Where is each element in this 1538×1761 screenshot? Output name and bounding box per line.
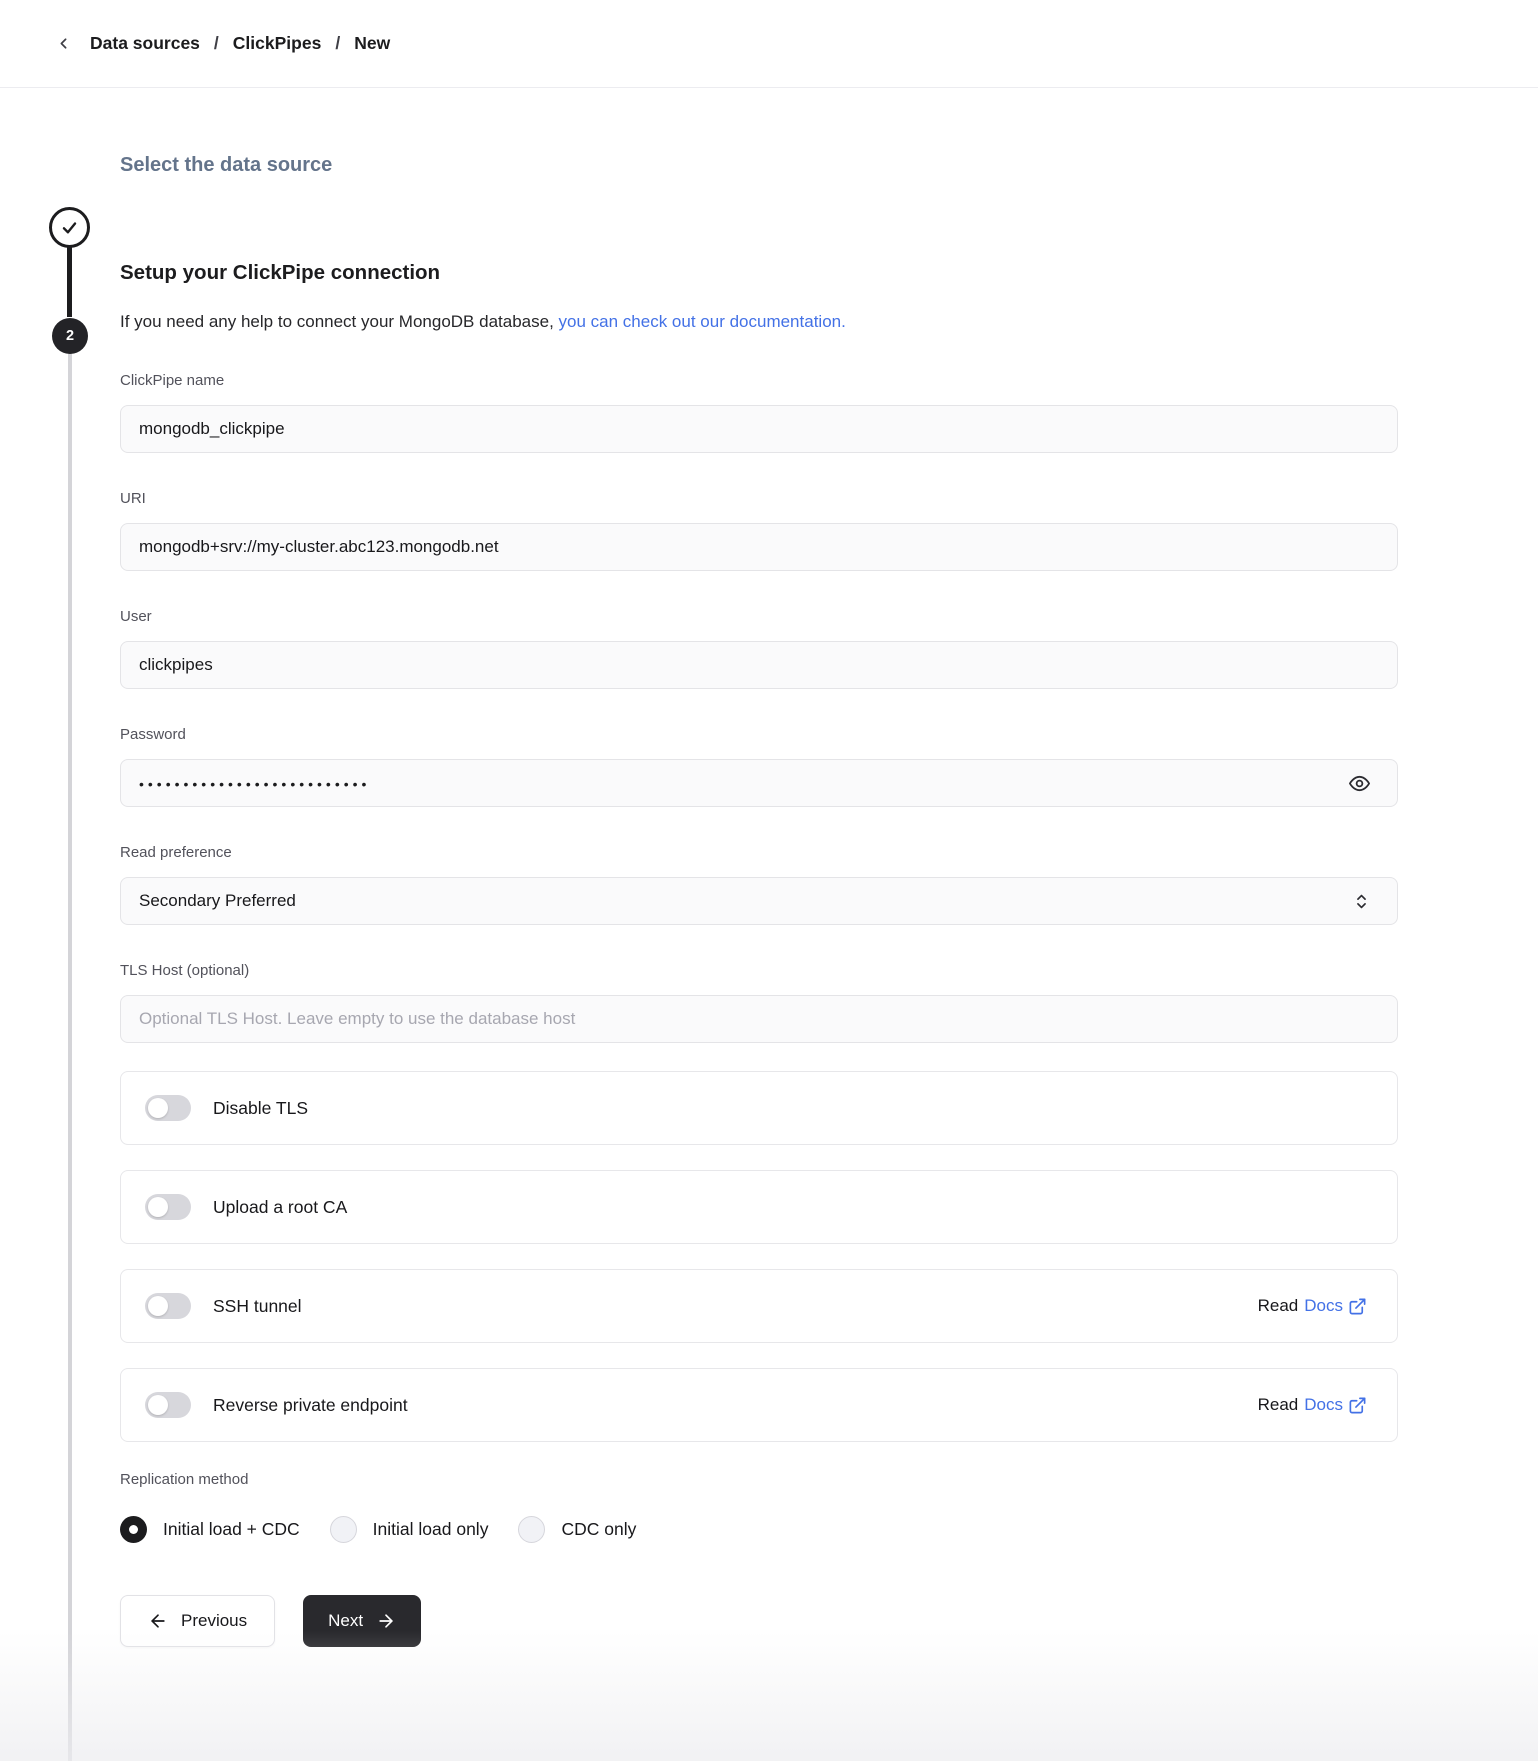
field-tls-host xyxy=(120,961,1398,1043)
radio-unselected-icon[interactable] xyxy=(518,1516,545,1543)
reverse-private-endpoint-card xyxy=(120,1368,1398,1442)
radio-initial-load-cdc[interactable] xyxy=(120,1516,300,1543)
field-read-preference xyxy=(120,843,1398,925)
password-input[interactable] xyxy=(120,759,1398,807)
read-preference-label: Read preference xyxy=(120,844,232,861)
reverse-endpoint-docs-link[interactable] xyxy=(1304,1395,1367,1415)
toggle-knob xyxy=(148,1098,168,1118)
reverse-private-endpoint-label: Reverse private endpoint xyxy=(213,1394,408,1415)
disable-tls-toggle[interactable] xyxy=(145,1095,191,1121)
next-button[interactable] xyxy=(303,1595,421,1647)
breadcrumb xyxy=(90,33,390,54)
read-text: Read xyxy=(1257,1296,1299,1315)
chevron-left-icon xyxy=(55,35,72,52)
ssh-docs-link[interactable] xyxy=(1304,1296,1367,1316)
breadcrumb-separator: / xyxy=(213,33,219,53)
upload-root-ca-card xyxy=(120,1170,1398,1244)
stepper-rail xyxy=(68,353,72,1761)
breadcrumb-item-clickpipes[interactable]: ClickPipes xyxy=(232,33,322,53)
external-link-icon xyxy=(1348,1297,1367,1316)
help-text xyxy=(120,309,1398,335)
uri-input[interactable] xyxy=(120,523,1398,571)
tls-host-label: TLS Host (optional) xyxy=(120,962,250,979)
breadcrumb-item-data-sources[interactable]: Data sources xyxy=(90,33,200,53)
docs-link-text: Docs xyxy=(1304,1395,1343,1414)
clickpipe-name-label: ClickPipe name xyxy=(120,372,225,389)
back-button[interactable] xyxy=(48,29,78,59)
tls-host-input[interactable] xyxy=(120,995,1398,1043)
password-label: Password xyxy=(120,726,186,743)
wizard-actions xyxy=(120,1595,1398,1647)
documentation-link[interactable]: you can check out our documentation. xyxy=(558,312,846,331)
breadcrumb-bar xyxy=(0,0,1538,88)
field-uri xyxy=(120,489,1398,571)
previous-button[interactable] xyxy=(120,1595,275,1647)
arrow-right-icon xyxy=(376,1611,396,1631)
toggle-knob xyxy=(148,1395,168,1415)
docs-link-text: Docs xyxy=(1304,1296,1343,1315)
bottom-gradient xyxy=(0,1631,1538,1761)
replication-method-group xyxy=(120,1516,1398,1543)
upload-root-ca-toggle[interactable] xyxy=(145,1194,191,1220)
read-text: Read xyxy=(1257,1395,1299,1414)
read-preference-select[interactable] xyxy=(120,877,1398,925)
checkmark-icon xyxy=(60,218,79,237)
step-2-number: 2 xyxy=(65,328,75,344)
user-label: User xyxy=(120,608,152,625)
step-2-title: Setup your ClickPipe connection xyxy=(120,261,441,284)
previous-button-label: Previous xyxy=(181,1611,248,1630)
reverse-private-endpoint-docs xyxy=(1258,1395,1367,1415)
external-link-icon xyxy=(1348,1396,1367,1415)
user-input[interactable] xyxy=(120,641,1398,689)
step-1-indicator xyxy=(49,207,90,248)
radio-unselected-icon[interactable] xyxy=(330,1516,357,1543)
step-1-title: Select the data source xyxy=(120,154,333,176)
ssh-tunnel-docs xyxy=(1258,1296,1367,1316)
breadcrumb-separator: / xyxy=(335,33,341,53)
field-clickpipe-name xyxy=(120,371,1398,453)
radio-label: Initial load only xyxy=(372,1519,489,1539)
uri-label: URI xyxy=(120,490,146,507)
read-preference-selected-value: Secondary Preferred xyxy=(139,891,296,910)
help-text-plain: If you need any help to connect your MongoDB database, xyxy=(120,312,554,331)
replication-method-label: Replication method xyxy=(120,1471,249,1488)
ssh-tunnel-card xyxy=(120,1269,1398,1343)
radio-label: CDC only xyxy=(561,1519,637,1539)
upload-root-ca-label: Upload a root CA xyxy=(213,1196,348,1217)
chevron-up-down-icon xyxy=(1352,892,1371,911)
stepper-rail-completed xyxy=(67,247,72,317)
clickpipe-name-input[interactable] xyxy=(120,405,1398,453)
toggle-knob xyxy=(148,1296,168,1316)
disable-tls-label: Disable TLS xyxy=(213,1097,309,1118)
toggle-knob xyxy=(148,1197,168,1217)
arrow-left-icon xyxy=(148,1611,168,1631)
field-user xyxy=(120,607,1398,689)
next-button-label: Next xyxy=(328,1611,364,1630)
step-2-indicator xyxy=(52,318,88,354)
field-password xyxy=(120,725,1398,807)
password-masked-value: •••••••••••••••••••••••••• xyxy=(139,776,371,792)
radio-selected-icon[interactable] xyxy=(120,1516,147,1543)
radio-initial-load-only[interactable] xyxy=(330,1516,489,1543)
wizard-body xyxy=(0,151,1538,1761)
radio-label: Initial load + CDC xyxy=(163,1519,300,1539)
disable-tls-card xyxy=(120,1071,1398,1145)
breadcrumb-item-new: New xyxy=(354,33,391,53)
ssh-tunnel-toggle[interactable] xyxy=(145,1293,191,1319)
radio-cdc-only[interactable] xyxy=(518,1516,636,1543)
eye-icon[interactable] xyxy=(1348,772,1371,795)
ssh-tunnel-label: SSH tunnel xyxy=(213,1295,302,1316)
reverse-private-endpoint-toggle[interactable] xyxy=(145,1392,191,1418)
